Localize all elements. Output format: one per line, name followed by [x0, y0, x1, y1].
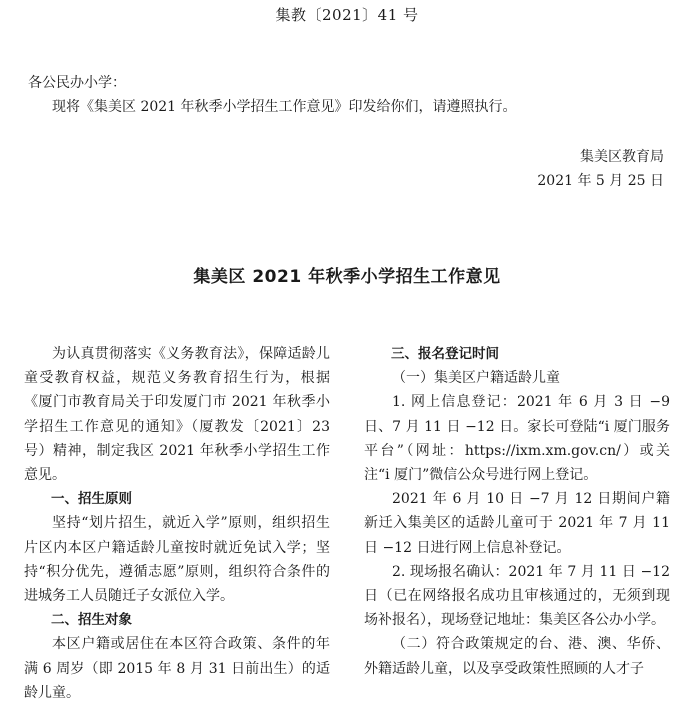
right-column [364, 342, 670, 681]
subsection-local-children: （一）集美区户籍适龄儿童 [392, 370, 560, 387]
issue-date: 2021 年 5 月 25 日 [537, 173, 664, 189]
intro-paragraph: 为认真贯彻落实《义务教育法》，保障适龄儿童受教育权益，规范义务教育招生行为，根据《厦门市教育局关于印发厦门市 2021 年秋季小学招生工作意见的通知》（厦教发〔2021〕23 号）精神，制定我区 2021 年秋季小学招生工作意见。 [24, 346, 330, 484]
section-text-principles: 坚持“划片招生，就近入学”原则，组织招生片区内本区户籍适龄儿童按时就近免试入学；坚持“积分优先，遵循志愿”原则，组织符合条件的进城务工人员随迁子女派位入学。 [24, 515, 330, 605]
left-column [24, 342, 330, 705]
recipient-line: 各公民办小学： [28, 75, 126, 91]
section-text-targets: 本区户籍或居住在本区符合政策、条件的年满 6 周岁（即 2015 年 8 月 31 日前出生）的适龄儿童。 [24, 636, 330, 701]
item-onsite-confirmation: 2. 现场报名确认：2021 年 7 月 11 日 −12 日（已在网络报名成功且审核通过的，无须到现场补报名），现场登记地址：集美区各公办小学。 [364, 563, 670, 629]
section-heading-targets: 二、招生对象 [51, 612, 132, 629]
document-title: 集美区 2021 年秋季小学招生工作意见 [193, 267, 501, 287]
subsection-special-children: （二）符合政策规定的台、港、澳、华侨、外籍适龄儿童，以及享受政策性照顾的人才子 [364, 636, 670, 677]
item-supplementary-registration: 2021 年 6 月 10 日 −7 月 12 日期间户籍新迁入集美区的适龄儿童可于 2021 年 7 月 11 日 −12 日进行网上信息补登记。 [364, 491, 670, 556]
intro-line: 现将《集美区 2021 年秋季小学招生工作意见》印发给你们，请遵照执行。 [52, 99, 517, 115]
issuer-name: 集美区教育局 [580, 149, 664, 165]
section-heading-registration: 三、报名登记时间 [391, 346, 499, 362]
item-online-registration: 1. 网上信息登记：2021 年 6 月 3 日 −9 日、7 月 11 日 −12 日。家长可登陆“i 厦门服务平台”（网址：https://ixm.xm.gov.cn/）或关注“i 厦门”微信公众号进行网上登记。 [364, 394, 670, 484]
section-heading-principles: 一、招生原则 [51, 491, 132, 508]
document-number: 集教〔2021〕41 号 [275, 6, 419, 24]
